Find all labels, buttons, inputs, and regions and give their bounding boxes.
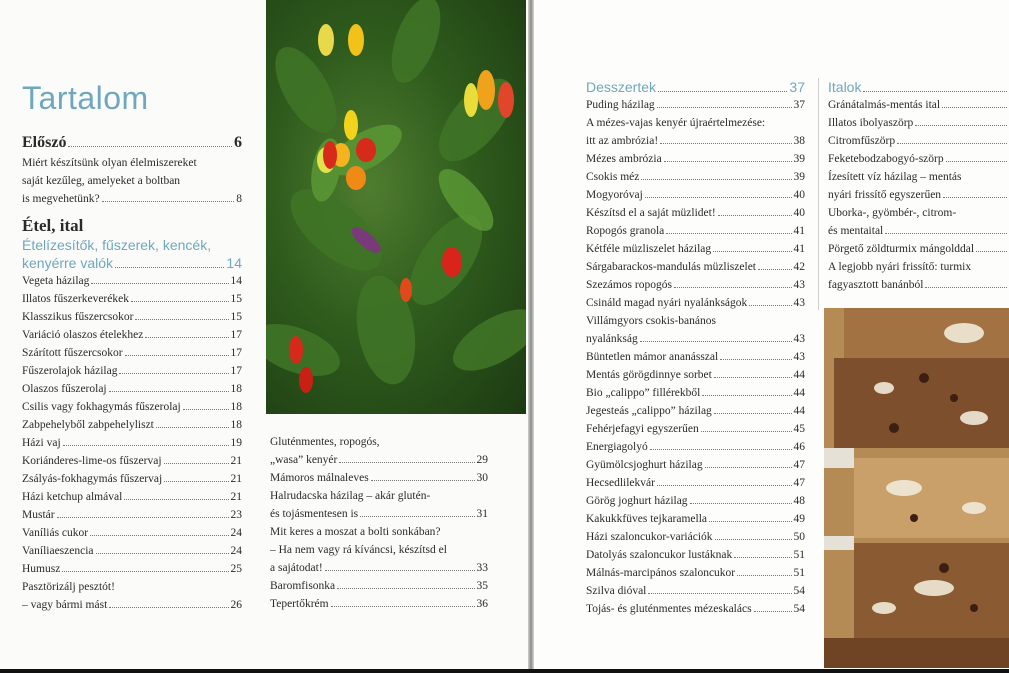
toc-entry-text: A mézes-vajas kenyér újraértelmezése: — [586, 117, 766, 129]
leader-dots — [660, 143, 791, 144]
toc-page-number: 40 — [793, 207, 805, 219]
leader-dots — [645, 197, 792, 198]
toc-page-number: 41 — [793, 225, 805, 237]
leader-dots — [720, 359, 791, 360]
toc-page-number: 48 — [793, 495, 805, 507]
toc-page-number: 35 — [476, 580, 488, 592]
leader-dots — [325, 570, 475, 571]
toc-category-entry[interactable] — [22, 254, 242, 272]
toc-entry[interactable] — [828, 186, 1009, 204]
leader-dots — [109, 607, 228, 608]
toc-page-number: 30 — [476, 472, 488, 484]
toc-entry-label: Málnás-marcipános szaloncukor — [586, 567, 736, 579]
leader-dots — [102, 201, 235, 202]
toc-entry-label: Házi szaloncukor-variációk — [586, 531, 713, 543]
leader-dots — [91, 283, 228, 284]
toc-entry[interactable] — [22, 326, 242, 344]
leader-dots — [119, 373, 228, 374]
toc-page-number: 40 — [793, 189, 805, 201]
toc-entry-label: Büntetlen mámor ananásszal — [586, 351, 719, 363]
toc-page-number: 17 — [230, 347, 242, 359]
toc-entry-label: Illatos ibolyaszörp — [828, 117, 914, 129]
toc-entry-label: fagyasztott banánból — [828, 279, 924, 291]
toc-page-number: 43 — [793, 351, 805, 363]
toc-page-number: 43 — [793, 297, 805, 309]
leader-dots — [713, 251, 791, 252]
toc-entry[interactable] — [828, 114, 1009, 132]
toc-entry-label: – vagy bármi mást — [22, 599, 108, 611]
leader-dots — [640, 341, 792, 342]
toc-page-number: 54 — [793, 585, 805, 597]
toc-entry-label: Tepertőkrém — [270, 598, 329, 610]
toc-entry-label: és mentaital — [828, 225, 884, 237]
toc-entry-label: Csináld magad nyári nyalánkságok — [586, 297, 748, 309]
toc-entry[interactable] — [22, 344, 242, 362]
bottom-edge — [0, 669, 1009, 673]
toc-entry-label: Puding házilag — [586, 99, 655, 111]
leader-dots — [125, 355, 229, 356]
leader-dots — [57, 517, 229, 518]
toc-entry[interactable] — [22, 452, 242, 470]
toc-page-number: 42 — [793, 261, 805, 273]
page-title: Tartalom — [22, 80, 149, 116]
toc-entry[interactable] — [586, 528, 805, 546]
toc-page-number: 31 — [476, 508, 488, 520]
toc-entry[interactable] — [828, 150, 1009, 168]
toc-page-number: 54 — [793, 603, 805, 615]
toc-entry-label: Mámoros málnaleves — [270, 472, 369, 484]
toc-entry[interactable] — [586, 600, 805, 618]
toc-page-number: 29 — [476, 454, 488, 466]
toc-page-number: 46 — [793, 441, 805, 453]
toc-entry[interactable] — [586, 546, 805, 564]
leader-dots — [737, 575, 791, 576]
toc-entry-text: Miért készítsünk olyan élelmiszereket — [22, 157, 197, 169]
toc-entry-label: Humusz — [22, 563, 61, 575]
leader-dots — [705, 467, 792, 468]
leader-dots — [371, 480, 475, 481]
leader-dots — [666, 233, 791, 234]
leader-dots — [754, 611, 792, 612]
leader-dots — [156, 427, 229, 428]
leader-dots — [915, 125, 1007, 126]
toc-entry-label: is megvehetünk? — [22, 193, 100, 205]
toc-column-1 — [22, 134, 242, 614]
toc-entry-label: Csilis vagy fokhagymás fűszerolaj — [22, 401, 181, 413]
leader-dots — [674, 287, 792, 288]
toc-page-number: 43 — [793, 333, 805, 345]
leader-dots — [701, 431, 792, 432]
toc-entry[interactable] — [22, 308, 242, 326]
toc-entry[interactable] — [270, 505, 488, 523]
toc-page-number: 39 — [793, 153, 805, 165]
toc-page-number: 8 — [236, 193, 242, 205]
toc-entry[interactable] — [22, 524, 242, 542]
toc-entry-label: Illatos fűszerkeverékek — [22, 293, 129, 305]
toc-entry[interactable] — [586, 204, 805, 222]
toc-entry-label: nyári frissítő egyszerűen — [828, 189, 942, 201]
leader-dots — [734, 557, 791, 558]
leader-dots — [657, 485, 792, 486]
toc-page-number: 51 — [793, 567, 805, 579]
toc-entry-label: Házi vaj — [22, 437, 61, 449]
toc-entry-text: A legjobb nyári frissítő: turmix — [828, 261, 972, 273]
leader-dots — [131, 301, 229, 302]
toc-entry-label: Gyümölcsjoghurt házilag — [586, 459, 703, 471]
toc-entry-label: „wasa” kenyér — [270, 454, 338, 466]
leader-dots — [96, 553, 229, 554]
toc-entry-text: Mit keres a moszat a bolti sonkában? — [270, 526, 441, 538]
toc-category-entry[interactable] — [586, 78, 805, 96]
toc-subheading: Ételízesítők, fűszerek, kencék, — [22, 237, 212, 253]
toc-entry-text: Ízesített víz házilag – mentás — [828, 171, 962, 183]
toc-entry-label: Energiagolyó — [586, 441, 648, 453]
toc-page-number: 47 — [793, 477, 805, 489]
toc-page-number: 39 — [793, 171, 805, 183]
leader-dots — [183, 409, 229, 410]
toc-page-number: 44 — [793, 405, 805, 417]
toc-entry[interactable] — [586, 96, 805, 114]
toc-entry-label: Koriánderes-lime-os fűszervaj — [22, 455, 162, 467]
leader-dots — [145, 337, 228, 338]
toc-entry-label: Olaszos fűszerolaj — [22, 383, 107, 395]
toc-entry-label: nyalánkság — [586, 333, 638, 345]
toc-entry[interactable] — [586, 492, 805, 510]
leader-dots — [714, 377, 792, 378]
toc-entry[interactable] — [22, 488, 242, 506]
toc-entry-text: Halrudacska házilag – akár glutén- — [270, 490, 431, 502]
toc-entry[interactable] — [586, 186, 805, 204]
leader-dots — [124, 499, 228, 500]
toc-entry-label: Kétféle müzliszelet házilag — [586, 243, 712, 255]
toc-entry-label: Előszó — [22, 134, 67, 151]
toc-entry[interactable] — [586, 276, 805, 294]
toc-entry[interactable] — [586, 258, 805, 276]
toc-page-number: 44 — [793, 387, 805, 399]
toc-entry[interactable] — [270, 559, 488, 577]
toc-entry[interactable] — [586, 366, 805, 384]
toc-entry[interactable] — [586, 420, 805, 438]
toc-entry[interactable] — [22, 560, 242, 578]
toc-page-number: 50 — [793, 531, 805, 543]
toc-entry-label: Hecsedlilekvár — [586, 477, 655, 489]
toc-entry[interactable] — [586, 582, 805, 600]
toc-entry-label: Mentás görögdinnye sorbet — [586, 369, 712, 381]
toc-page-number: 24 — [230, 527, 242, 539]
pepper-plant-photo — [266, 0, 526, 414]
leader-dots — [885, 233, 1007, 234]
toc-entry[interactable] — [586, 330, 805, 348]
leader-dots — [658, 91, 787, 92]
leader-dots — [718, 215, 792, 216]
toc-entry[interactable] — [586, 384, 805, 402]
leader-dots — [135, 319, 228, 320]
toc-entry[interactable] — [586, 456, 805, 474]
leader-dots — [897, 143, 1007, 144]
toc-entry[interactable] — [22, 542, 242, 560]
toc-page-number: 45 — [793, 423, 805, 435]
toc-page-number: 26 — [230, 599, 242, 611]
toc-entry-label: Vaníliaeszencia — [22, 545, 94, 557]
toc-section-heading: Étel, ital — [22, 216, 84, 235]
toc-page-number: 14 — [226, 255, 242, 271]
toc-entry[interactable] — [586, 510, 805, 528]
toc-page-number: 15 — [230, 293, 242, 305]
toc-entry[interactable] — [828, 132, 1009, 150]
toc-entry-label: Tojás- és gluténmentes mézeskalács — [586, 603, 752, 615]
toc-page-number: 18 — [230, 383, 242, 395]
leader-dots — [62, 571, 228, 572]
toc-page-number: 21 — [230, 491, 242, 503]
toc-entry-label: Zsályás-fokhagymás fűszervaj — [22, 473, 163, 485]
toc-column-2 — [270, 433, 488, 613]
toc-entry[interactable] — [586, 564, 805, 582]
toc-page-number: 51 — [793, 549, 805, 561]
leader-dots — [360, 516, 474, 517]
toc-entry[interactable] — [586, 474, 805, 492]
toc-entry[interactable] — [586, 240, 805, 258]
toc-entry-label: Fehérjefagyi egyszerűen — [586, 423, 699, 435]
toc-column-4 — [828, 78, 1009, 294]
toc-entry-label: kenyérre valók — [22, 255, 114, 271]
toc-entry-label: Vegeta házilag — [22, 275, 90, 287]
toc-page-number: 36 — [476, 598, 488, 610]
toc-page-number: 17 — [230, 329, 242, 341]
toc-entry-text: Uborka-, gyömbér-, citrom- — [828, 207, 957, 219]
toc-entry-label: a sajátodat! — [270, 562, 323, 574]
toc-page-number: 25 — [230, 563, 242, 575]
toc-entry-label: Mustár — [22, 509, 55, 521]
leader-dots — [749, 305, 791, 306]
toc-entry-label: Feketebodzabogyó-szörp — [828, 153, 944, 165]
toc-entry[interactable] — [22, 506, 242, 524]
leader-dots — [164, 463, 229, 464]
leader-dots — [648, 593, 791, 594]
toc-page-number: 23 — [230, 509, 242, 521]
toc-category-entry[interactable] — [828, 78, 1009, 96]
leader-dots — [702, 395, 791, 396]
toc-page-number: 41 — [793, 243, 805, 255]
toc-page-number: 18 — [230, 401, 242, 413]
toc-entry[interactable] — [586, 132, 805, 150]
toc-entry[interactable] — [22, 596, 242, 614]
toc-page-number: 38 — [793, 135, 805, 147]
toc-page-number: 37 — [789, 79, 805, 95]
toc-section-entry[interactable] — [22, 134, 242, 152]
leader-dots — [976, 251, 1007, 252]
toc-entry[interactable] — [828, 222, 1009, 240]
column-divider — [818, 78, 819, 310]
toc-page-number: 21 — [230, 455, 242, 467]
toc-entry[interactable] — [586, 168, 805, 186]
toc-page-number: 24 — [230, 545, 242, 557]
leader-dots — [946, 161, 1007, 162]
toc-entry-label: Citromfűszörp — [828, 135, 896, 147]
toc-page-number: 18 — [230, 419, 242, 431]
toc-page-number: 44 — [793, 369, 805, 381]
toc-entry[interactable] — [22, 362, 242, 380]
toc-page-number: 15 — [230, 311, 242, 323]
toc-entry-label: Vaníliás cukor — [22, 527, 89, 539]
toc-entry-text: Villámgyors csokis-banános — [586, 315, 716, 327]
leader-dots — [331, 606, 475, 607]
toc-entry[interactable] — [586, 294, 805, 312]
toc-entry-text: Pasztörizálj pesztót! — [22, 581, 115, 593]
leader-dots — [63, 445, 229, 446]
toc-page-number: 21 — [230, 473, 242, 485]
leader-dots — [943, 197, 1007, 198]
leader-dots — [68, 146, 232, 147]
toc-entry-label: Sárgabarackos-mandulás müzliszelet — [586, 261, 756, 273]
toc-page-number: 14 — [230, 275, 242, 287]
granola-bars-photo — [824, 308, 1009, 668]
toc-page-number: 33 — [476, 562, 488, 574]
toc-entry-label: Szezámos ropogós — [586, 279, 672, 291]
toc-entry-label: Szárított fűszercsokor — [22, 347, 123, 359]
book-spine — [528, 0, 534, 670]
toc-entry-label: Gránátalmás-mentás ital — [828, 99, 941, 111]
leader-dots — [657, 107, 792, 108]
toc-entry[interactable] — [586, 150, 805, 168]
toc-entry[interactable] — [270, 577, 488, 595]
toc-entry[interactable] — [22, 434, 242, 452]
toc-entry-label: Görög joghurt házilag — [586, 495, 688, 507]
toc-entry-label: Ropogós granola — [586, 225, 665, 237]
leader-dots — [109, 391, 229, 392]
toc-entry[interactable] — [22, 290, 242, 308]
toc-page-number: 43 — [793, 279, 805, 291]
toc-entry-label: itt az ambrózia! — [586, 135, 659, 147]
toc-entry[interactable] — [828, 240, 1009, 258]
toc-entry-label: Csokis méz — [586, 171, 640, 183]
leader-dots — [709, 521, 791, 522]
toc-entry[interactable] — [22, 470, 242, 488]
toc-entry-label: Desszertek — [586, 79, 657, 95]
toc-entry[interactable] — [270, 469, 488, 487]
toc-entry[interactable] — [828, 276, 1009, 294]
toc-entry[interactable] — [828, 96, 1009, 114]
leader-dots — [758, 269, 792, 270]
toc-entry-label: Variáció olaszos ételekhez — [22, 329, 144, 341]
toc-entry-text: – Ha nem vagy rá kíváncsi, készítsd el — [270, 544, 447, 556]
leader-dots — [664, 161, 792, 162]
leader-dots — [650, 449, 792, 450]
toc-page-number: 37 — [793, 99, 805, 111]
toc-entry[interactable] — [586, 402, 805, 420]
toc-entry[interactable] — [22, 398, 242, 416]
toc-entry[interactable] — [270, 595, 488, 613]
leader-dots — [863, 91, 1007, 92]
toc-page-number: 17 — [230, 365, 242, 377]
toc-entry-text: Gluténmentes, ropogós, — [270, 436, 380, 448]
toc-entry[interactable] — [586, 222, 805, 240]
toc-entry-text: saját kezűleg, amelyeket a boltban — [22, 175, 181, 187]
toc-entry-label: Baromfisonka — [270, 580, 336, 592]
leader-dots — [339, 462, 474, 463]
toc-entry[interactable] — [22, 416, 242, 434]
toc-page-number: 49 — [793, 513, 805, 525]
toc-entry-label: Pörgető zöldturmix mángolddal — [828, 243, 975, 255]
leader-dots — [690, 503, 792, 504]
toc-column-3 — [586, 78, 805, 618]
toc-entry[interactable] — [22, 190, 242, 208]
toc-entry-label: Datolyás szaloncukor lustáknak — [586, 549, 733, 561]
toc-entry-label: Klasszikus fűszercsokor — [22, 311, 134, 323]
leader-dots — [641, 179, 791, 180]
leader-dots — [115, 267, 224, 268]
leader-dots — [942, 107, 1007, 108]
toc-entry-label: Italok — [828, 79, 862, 95]
toc-entry-label: Házi ketchup almával — [22, 491, 123, 503]
leader-dots — [925, 287, 1007, 288]
toc-entry-label: Jegesteás „calippo” házilag — [586, 405, 712, 417]
toc-page-number: 19 — [230, 437, 242, 449]
leader-dots — [337, 588, 474, 589]
leader-dots — [164, 481, 228, 482]
toc-entry-label: Zabpehelyből zabpehelyliszt — [22, 419, 154, 431]
toc-entry[interactable] — [270, 451, 488, 469]
toc-entry-label: Mézes ambrózia — [586, 153, 662, 165]
leader-dots — [714, 413, 792, 414]
toc-entry-label: Fűszerolajok házilag — [22, 365, 118, 377]
toc-entry-label: Szilva dióval — [586, 585, 647, 597]
toc-page-number: 6 — [234, 134, 242, 151]
toc-entry[interactable] — [22, 272, 242, 290]
toc-entry-label: Készítsd el a saját müzlidet! — [586, 207, 716, 219]
toc-entry[interactable] — [586, 438, 805, 456]
toc-entry-label: Bio „calippo” fillérekből — [586, 387, 701, 399]
toc-entry[interactable] — [22, 380, 242, 398]
toc-page-number: 47 — [793, 459, 805, 471]
toc-entry-label: Kakukkfüves tejkaramella — [586, 513, 708, 525]
leader-dots — [715, 539, 792, 540]
toc-entry[interactable] — [586, 348, 805, 366]
toc-entry-label: Mogyoróvaj — [586, 189, 643, 201]
leader-dots — [90, 535, 228, 536]
toc-entry-label: és tojásmentesen is — [270, 508, 359, 520]
